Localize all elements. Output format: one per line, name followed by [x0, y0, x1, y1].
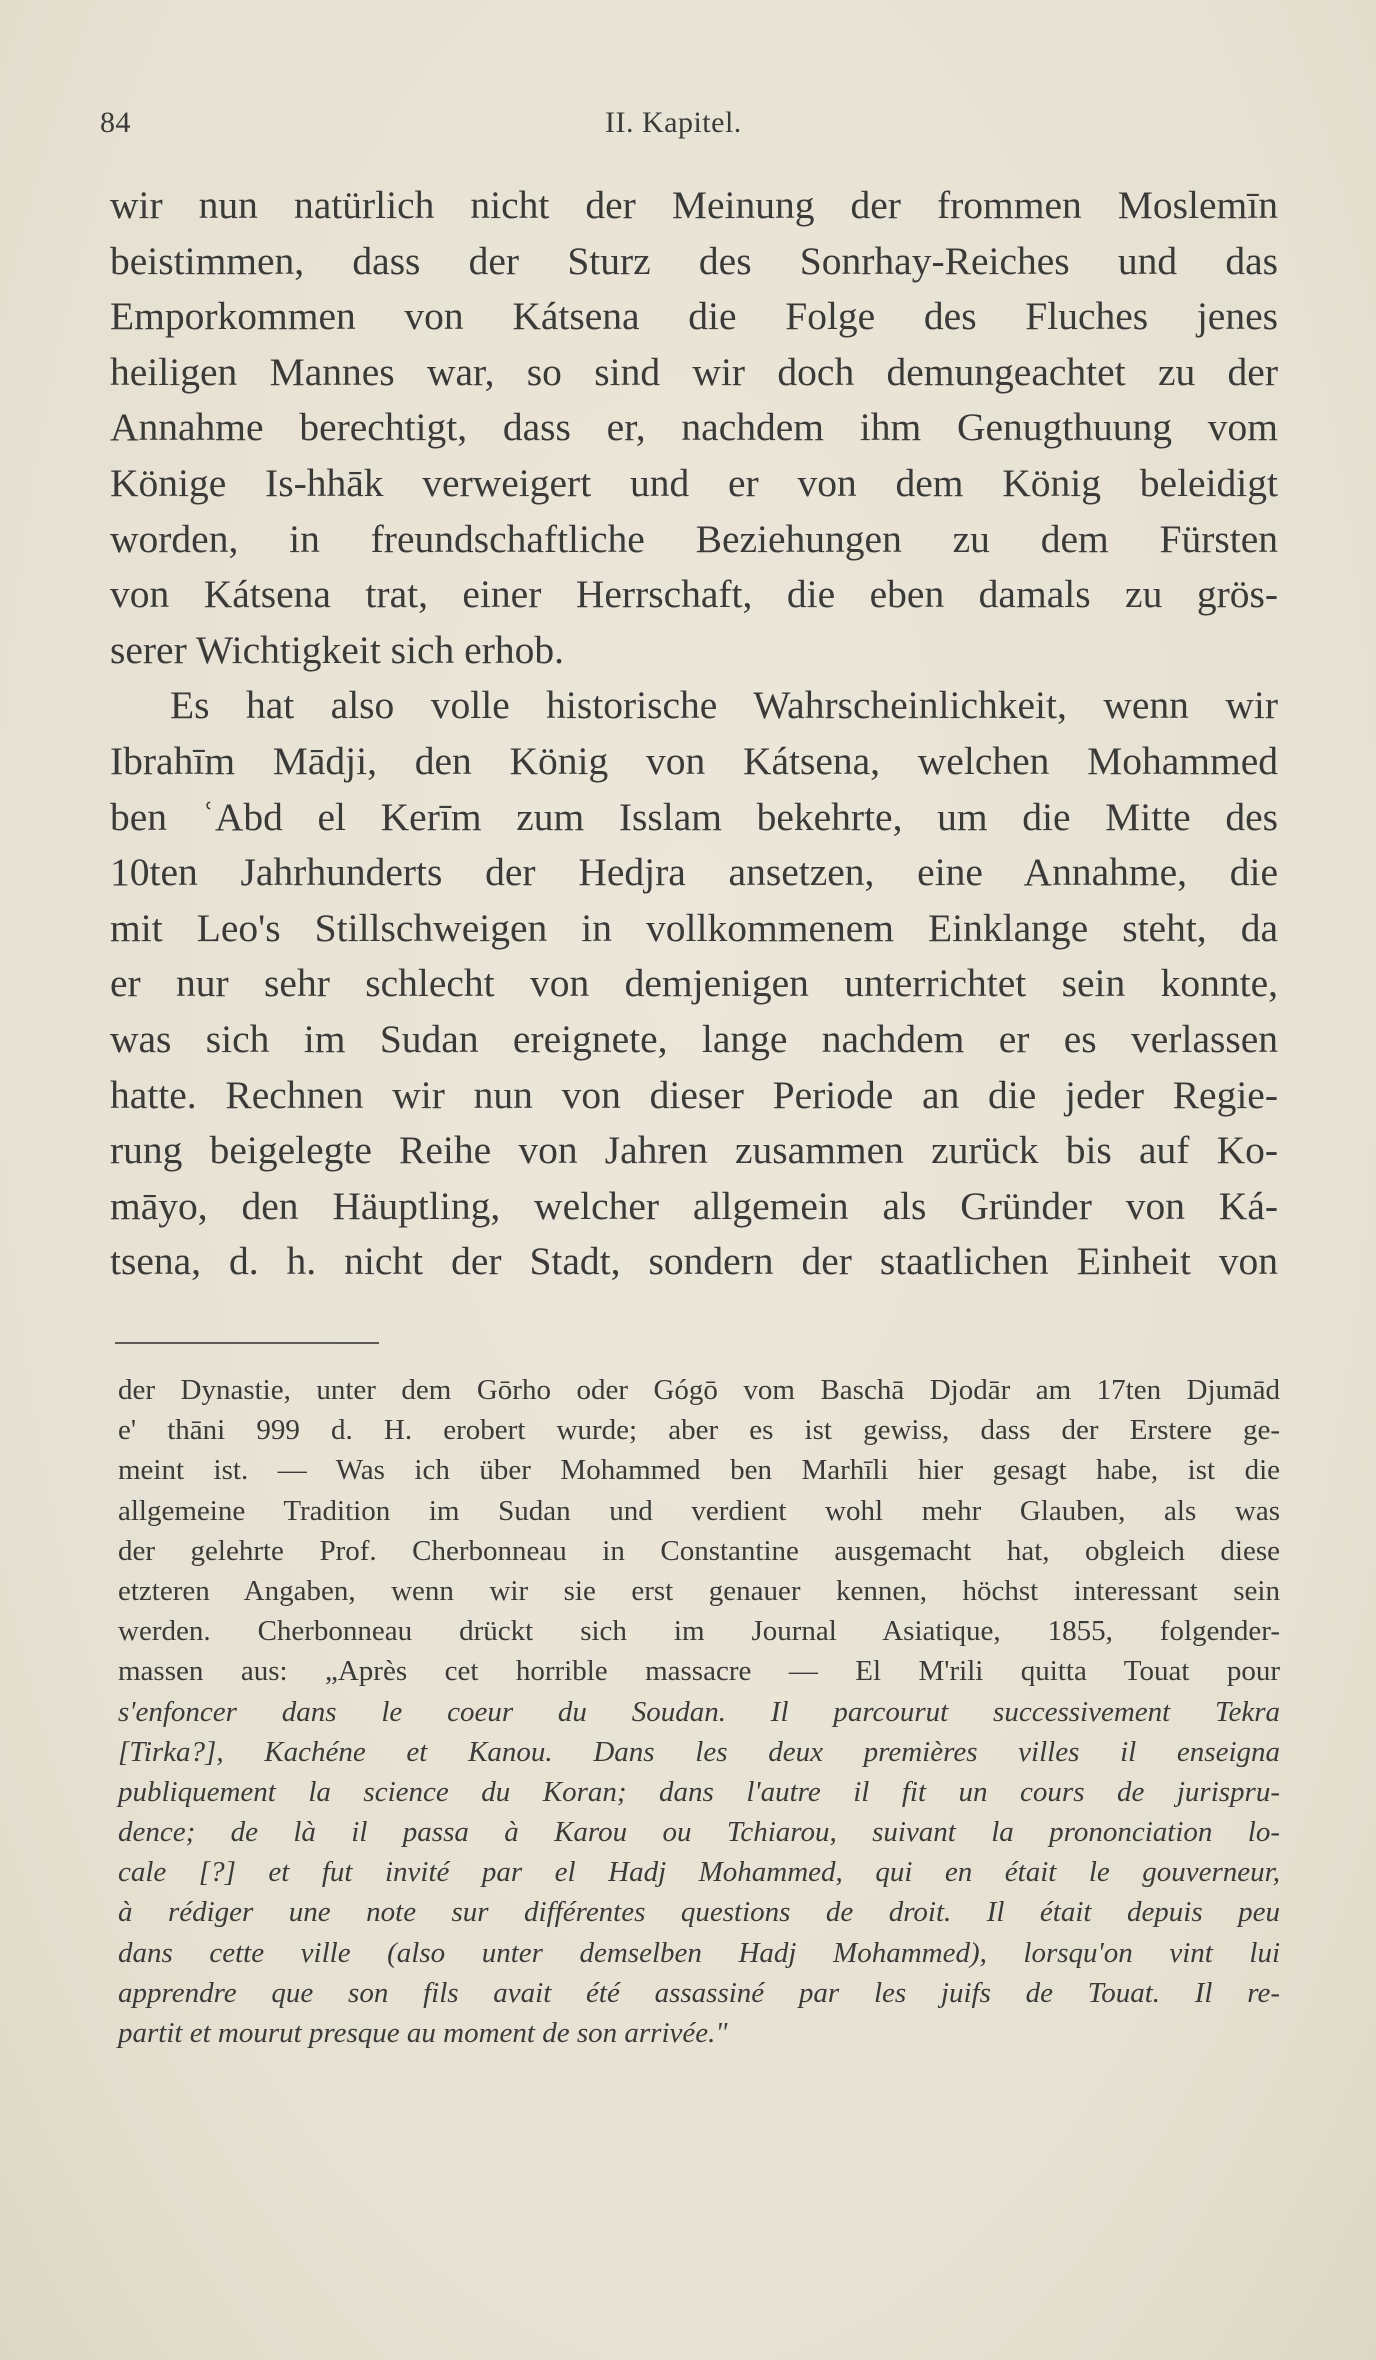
footnote-text [118, 1370, 1280, 2053]
body-line: heiligen Mannes war, so sind wir doch demungeachtet zu der [110, 349, 1278, 394]
body-line: was sich im Sudan ereignete, lange nachdem er es verlassen [110, 1016, 1278, 1061]
footnote-line: werden. Cherbonneau drückt sich im Journal Asiatique, 1855, folgender- [118, 1615, 1280, 1648]
body-line: er nur sehr schlecht von demjenigen unterrichtet sein konnte, [110, 961, 1278, 1006]
body-text [110, 178, 1278, 1290]
body-line: ben ʿAbd el Kerīm zum Isslam bekehrte, um die Mitte des [110, 794, 1278, 839]
body-line: mit Leo's Stillschweigen in vollkommenem Einklange steht, da [110, 905, 1278, 950]
footnote-quote-line: cale [?] et fut invité par el Hadj Mohammed, qui en était le gouverneur, [118, 1856, 1280, 1889]
footnote-quote-line: [Tirka?], Kachéne et Kanou. Dans les deux premières villes il enseigna [118, 1735, 1280, 1768]
body-line: 10ten Jahrhunderts der Hedjra ansetzen, eine Annahme, die [110, 850, 1278, 895]
body-line: wir nun natürlich nicht der Meinung der frommen Moslemīn [110, 183, 1278, 227]
footnote-line: massen aus: „Après cet horrible massacre — El M'rili quitta Touat pour [118, 1655, 1280, 1688]
page-header [100, 106, 1280, 146]
footnote-quote-line: publiquement la science du Koran; dans l'autre il fit un cours de jurispru- [118, 1775, 1280, 1808]
body-line: Ibrahīm Mādji, den König von Kátsena, welchen Mohammed [110, 738, 1278, 783]
body-line: māyo, den Häuptling, welcher allgemein als Gründer von Ká- [110, 1183, 1278, 1228]
paragraph-start-line: Es hat also volle historische Wahrscheinlichkeit, wenn wir [170, 683, 1278, 728]
body-line: hatte. Rechnen wir nun von dieser Periode an die jeder Regie- [110, 1072, 1278, 1117]
footnote-line: etzteren Angaben, wenn wir sie erst genauer kennen, höchst interessant sein [118, 1574, 1280, 1607]
footnote-quote-line: à rédiger une note sur différentes questions de droit. Il était depuis peu [118, 1896, 1280, 1929]
body-line: beistimmen, dass der Sturz des Sonrhay-Reiches und das [110, 238, 1278, 283]
footnote-quote-line: apprendre que son fils avait été assassiné par les juifs de Touat. Il re- [118, 1976, 1280, 2009]
body-line: serer Wichtigkeit sich erhob. [110, 627, 564, 672]
body-line: Annahme berechtigt, dass er, nachdem ihm Genugthuung vom [110, 405, 1278, 450]
footnote-divider [115, 1342, 379, 1344]
running-head: II. Kapitel. [605, 106, 742, 139]
footnote-quote-line: s'enfoncer dans le coeur du Soudan. Il parcourut successivement Tekra [118, 1695, 1280, 1728]
footnote-line: der gelehrte Prof. Cherbonneau in Constantine ausgemacht hat, obgleich diese [118, 1534, 1280, 1567]
footnote-quote-line: dence; de là il passa à Karou ou Tchiarou, suivant la prononciation lo- [118, 1816, 1280, 1849]
body-line: tsena, d. h. nicht der Stadt, sondern der staatlichen Einheit von [110, 1239, 1278, 1284]
footnote-line: allgemeine Tradition im Sudan und verdient wohl mehr Glauben, als was [118, 1494, 1280, 1527]
footnote-line: e' thāni 999 d. H. erobert wurde; aber es ist gewiss, dass der Erstere ge- [118, 1414, 1280, 1447]
footnote-line: meint ist. — Was ich über Mohammed ben Marhīli hier gesagt habe, ist die [118, 1454, 1280, 1487]
body-line: worden, in freundschaftliche Beziehungen zu dem Fürsten [110, 516, 1278, 561]
body-line: von Kátsena trat, einer Herrschaft, die eben damals zu grös- [110, 572, 1278, 617]
footnote-quote-line: dans cette ville (also unter demselben Hadj Mohammed), lorsqu'on vint lui [118, 1936, 1280, 1969]
footnote-quote-line: partit et mourut presque au moment de son arrivée." [118, 2017, 728, 2049]
page-number: 84 [100, 106, 131, 139]
body-line: Emporkommen von Kátsena die Folge des Fluches jenes [110, 294, 1278, 339]
body-line: rung beigelegte Reihe von Jahren zusammen zurück bis auf Ko- [110, 1128, 1278, 1173]
body-line: Könige Is-hhāk verweigert und er von dem König beleidigt [110, 460, 1278, 505]
footnote-line: der Dynastie, unter dem Gōrho oder Gógō vom Baschā Djodār am 17ten Djumād [118, 1374, 1280, 1406]
